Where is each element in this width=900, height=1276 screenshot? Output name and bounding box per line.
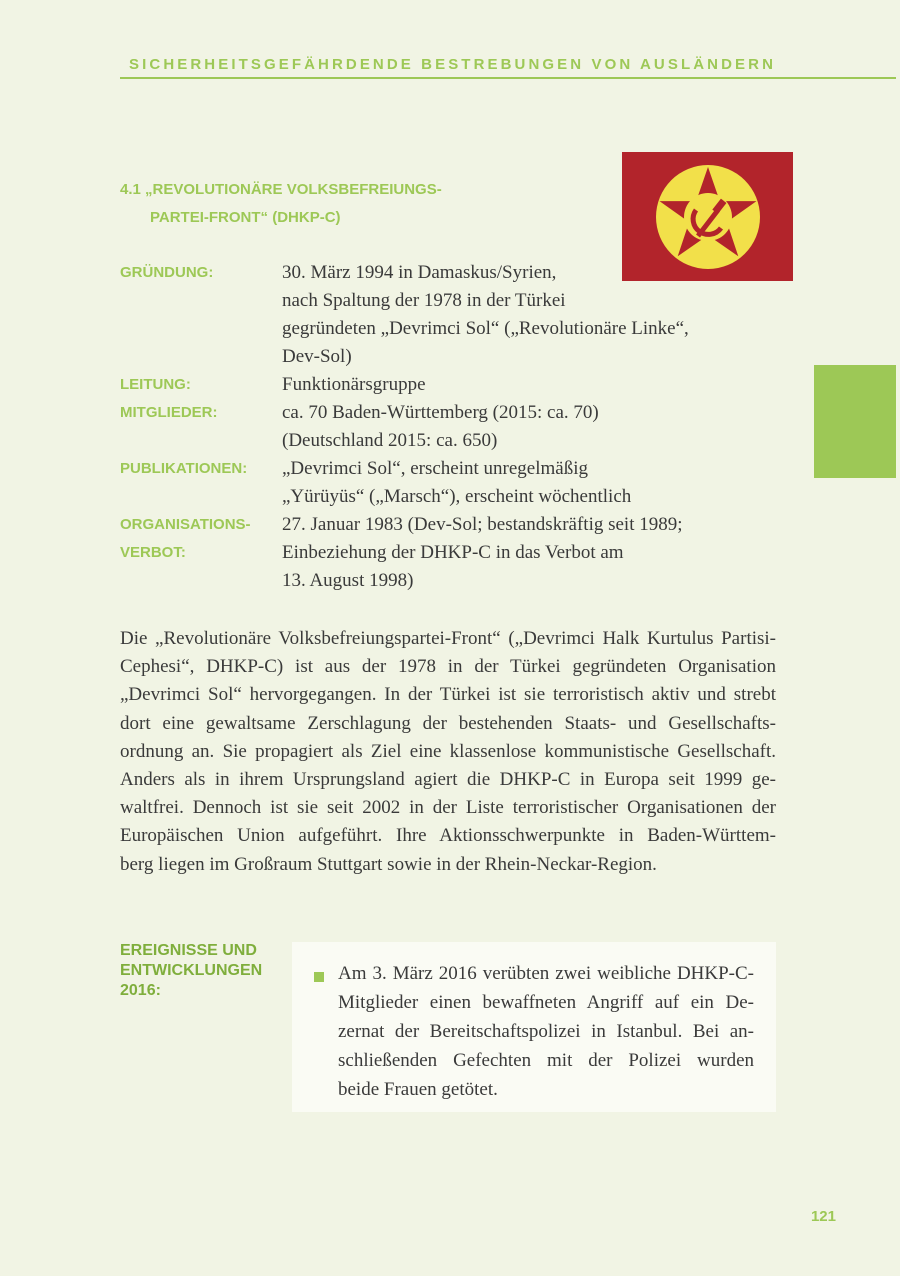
fact-value-line: Funktionärsgruppe: [282, 374, 426, 395]
fact-value-line: „Yürüyüs“ („Marsch“), erscheint wöchentlich: [282, 486, 632, 507]
fact-value-line: Einbeziehung der DHKP-C in das Verbot am: [282, 542, 624, 563]
events-heading-line: 2016:: [120, 982, 161, 999]
fact-value-line: „Devrimci Sol“, erscheint unregelmäßig: [282, 458, 589, 479]
fact-label: [120, 455, 282, 511]
page-number: 121: [810, 1208, 836, 1225]
section-title: [120, 176, 442, 232]
events-heading-line: EREIGNISSE UND: [120, 942, 257, 959]
square-bullet-icon: [314, 972, 324, 982]
fact-label-line: GRÜNDUNG:: [120, 264, 214, 281]
fact-row-mitglieder: [120, 399, 780, 455]
events-line: Am 3. März 2016 verübten zwei weibliche DHKP-C-: [338, 963, 754, 984]
fact-row-publikationen: [120, 455, 780, 511]
header-rule: [120, 77, 896, 79]
body-line: waltfrei. Dennoch ist sie seit 2002 in der Liste terroristischer Organisationen der: [120, 797, 776, 819]
fact-value: [282, 511, 683, 595]
body-line: Cephesi“, DHKP-C) ist aus der 1978 in der Türkei gegründeten Organisation: [120, 656, 776, 678]
body-line: dort eine gewaltsame Zerschlagung der bestehenden Staats- und Gesellschafts-: [120, 712, 776, 734]
section-title-line: 4.1 „REVOLUTIONÄRE VOLKSBEFREIUNGS-: [120, 181, 442, 198]
events-line: Mitglieder einen bewaffneten Angriff auf ein De-: [338, 992, 754, 1013]
body-line: Europäischen Union aufgeführt. Ihre Aktionsschwerpunkte in Baden-Württem-: [120, 825, 776, 847]
fact-value-line: 27. Januar 1983 (Dev-Sol; bestandskräftig seit 1989;: [282, 514, 683, 535]
fact-value-line: 13. August 1998): [282, 570, 414, 591]
body-line: Anders als in ihrem Ursprungsland agiert die DHKP-C in Europa seit 1999 ge-: [120, 769, 776, 791]
events-heading: [120, 941, 262, 1001]
facts-table: [120, 259, 780, 595]
events-line: beide Frauen getötet.: [338, 1079, 498, 1100]
events-line: zernat der Bereitschaftspolizei in Istanbul. Bei an-: [338, 1021, 754, 1042]
fact-label-line: LEITUNG:: [120, 376, 191, 393]
fact-label: [120, 399, 282, 455]
fact-value: [282, 371, 426, 399]
fact-label-line: MITGLIEDER:: [120, 404, 218, 421]
fact-label-line: ORGANISATIONS-: [120, 516, 251, 533]
body-line: ordnung an. Sie propagiert als Ziel eine klassenlose kommunistische Gesellschaft.: [120, 740, 776, 762]
fact-value: [282, 455, 631, 511]
fact-label: [120, 259, 282, 371]
running-head: SICHERHEITSGEFÄHRDENDE BESTREBUNGEN VON AUSLÄNDERN: [129, 56, 776, 73]
body-line: „Devrimci Sol“ hervorgegangen. In der Türkei ist sie terroristisch aktiv und strebt: [120, 684, 776, 706]
fact-value-line: nach Spaltung der 1978 in der Türkei: [282, 290, 566, 311]
events-line: schließenden Gefechten mit der Polizei wurden: [338, 1050, 754, 1071]
body-line: Die „Revolutionäre Volksbefreiungspartei-Front“ („Devrimci Halk Kurtulus Partisi-: [120, 628, 776, 649]
fact-value-line: ca. 70 Baden-Württemberg (2015: ca. 70): [282, 402, 599, 423]
body-line: berg liegen im Großraum Stuttgart sowie in der Rhein-Neckar-Region.: [120, 853, 657, 875]
fact-value-line: 30. März 1994 in Damaskus/Syrien,: [282, 262, 557, 283]
fact-row-gruendung: [120, 259, 780, 371]
fact-row-leitung: [120, 371, 780, 399]
chapter-side-tab: [814, 365, 896, 478]
events-box: [292, 942, 776, 1112]
fact-row-organisationsverbot: [120, 511, 780, 595]
fact-label-line: PUBLIKATIONEN:: [120, 460, 248, 477]
fact-label: [120, 511, 282, 595]
fact-label: [120, 371, 282, 399]
fact-value: [282, 399, 599, 455]
events-item: [338, 959, 754, 1104]
events-heading-line: ENTWICKLUNGEN: [120, 962, 263, 979]
fact-value-line: (Deutschland 2015: ca. 650): [282, 430, 498, 451]
fact-label-line: VERBOT:: [120, 544, 186, 561]
fact-value-line: gegründeten „Devrimci Sol“ („Revolutionäre Linke“,: [282, 318, 689, 339]
section-title-line: PARTEI-FRONT“ (DHKP-C): [150, 209, 341, 226]
fact-value: [282, 259, 689, 371]
body-paragraph: [120, 625, 776, 879]
fact-value-line: Dev-Sol): [282, 346, 352, 367]
